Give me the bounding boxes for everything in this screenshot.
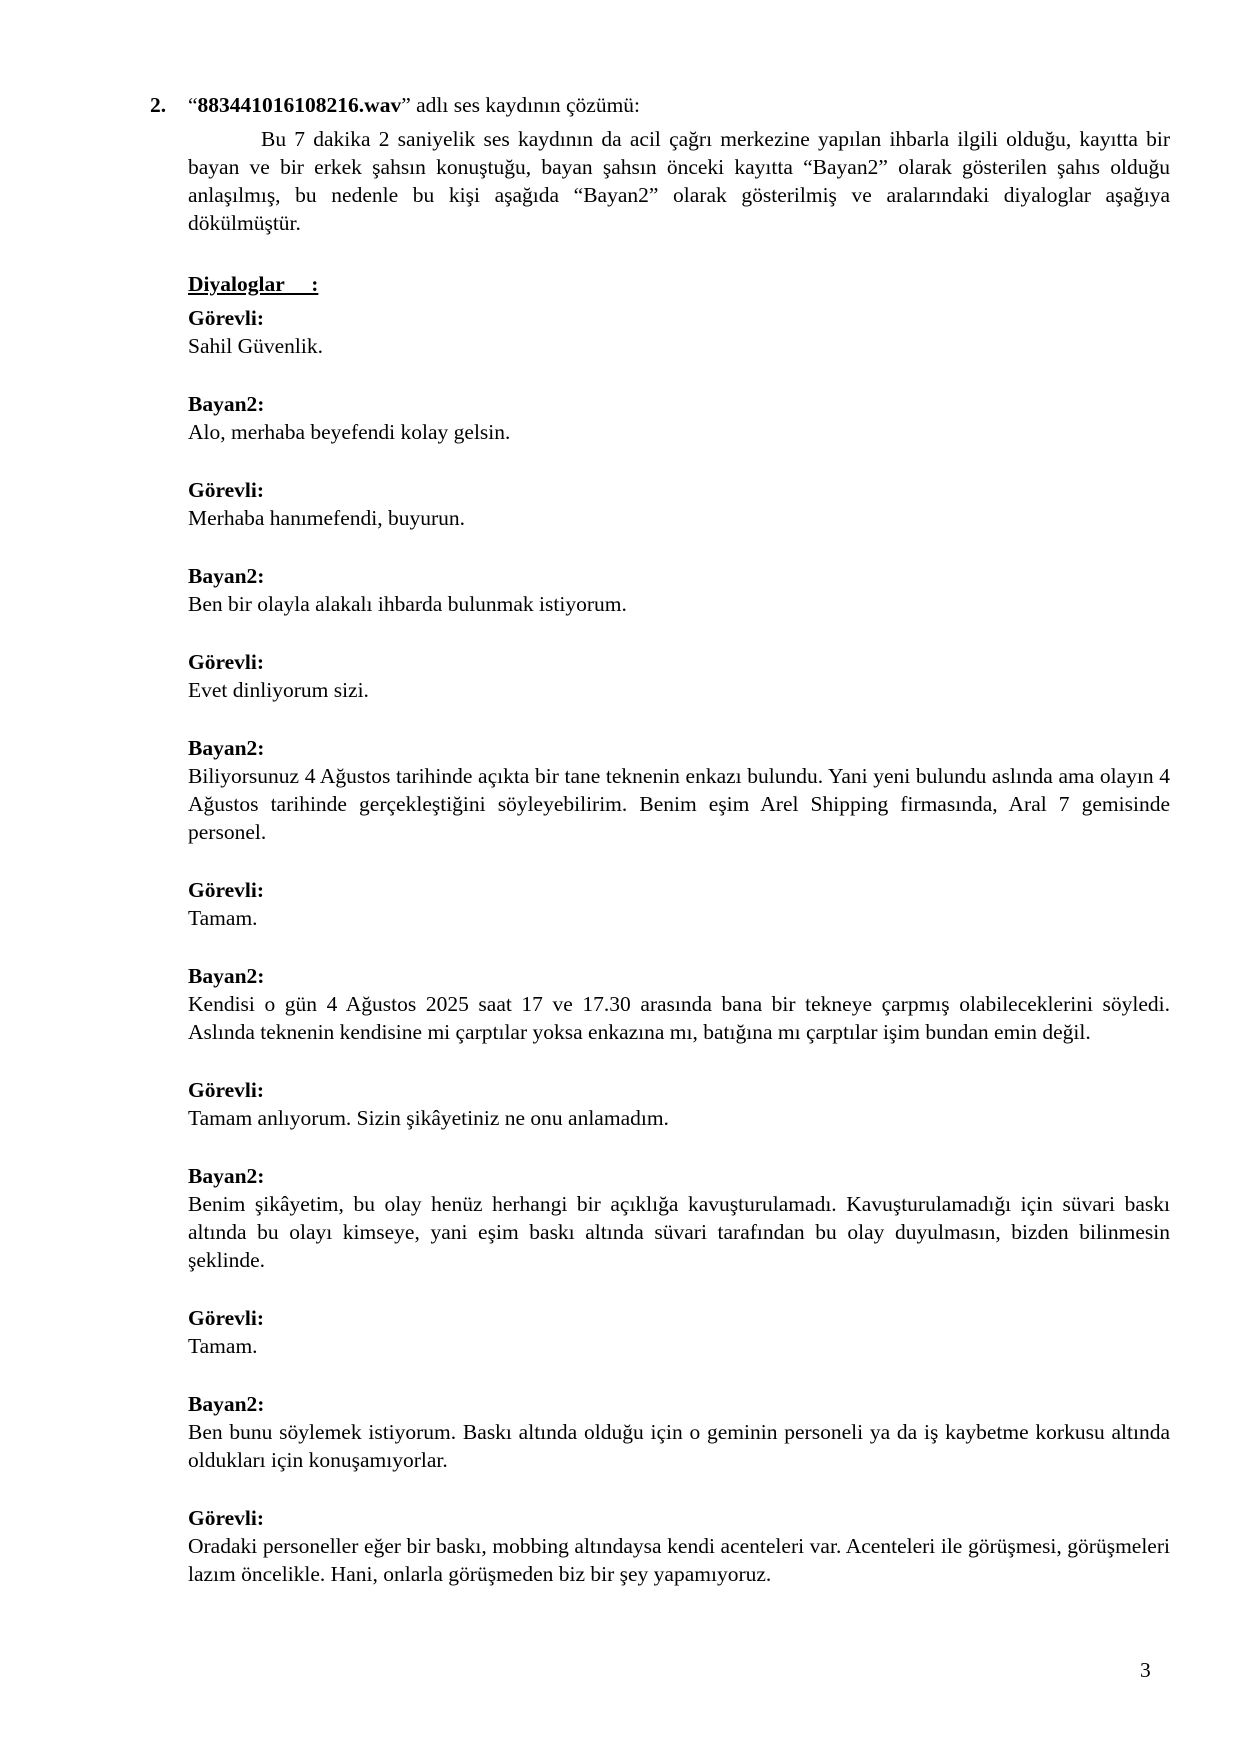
speaker-label: Görevli: bbox=[188, 650, 265, 674]
utterance: Ben bunu söylemek istiyorum. Baskı altında olduğu için o geminin personeli ya da iş kaybetme korkusu altında oldukları için konuşamıyorlar. bbox=[188, 1420, 1170, 1472]
page-number: 3 bbox=[1140, 1658, 1151, 1682]
speaker-label: Bayan2: bbox=[188, 392, 265, 416]
speaker-label: Görevli: bbox=[188, 306, 265, 330]
open-quote: “ bbox=[188, 93, 198, 117]
dialog-turn bbox=[188, 390, 1170, 446]
speaker-label: Görevli: bbox=[188, 1306, 265, 1330]
speaker-label: Bayan2: bbox=[188, 736, 265, 760]
utterance: Ben bir olayla alakalı ihbarda bulunmak istiyorum. bbox=[188, 592, 627, 616]
speaker-label: Görevli: bbox=[188, 1078, 265, 1102]
utterance: Sahil Güvenlik. bbox=[188, 334, 323, 358]
utterance: Alo, merhaba beyefendi kolay gelsin. bbox=[188, 420, 511, 444]
dialog-turn bbox=[188, 1504, 1170, 1588]
dialog-turn bbox=[188, 1076, 1170, 1132]
utterance: Oradaki personeller eğer bir baskı, mobbing altındaysa kendi acenteleri var. Acenteleri ile görüşmesi, görüşmeleri lazım öncelikle. Hani, onlarla görüşmeden biz bir şey yapamıyoruz. bbox=[188, 1534, 1170, 1586]
utterance: Biliyorsunuz 4 Ağustos tarihinde açıkta bir tane teknenin enkazı bulundu. Yani yeni bulundu aslında ama olayın 4 Ağustos tarihinde gerçekleştiğini söyleyebilirim. Benim eşim Arel Shipping firmasında, Aral 7 gemisinde personel. bbox=[188, 764, 1170, 844]
dialog-turn bbox=[188, 648, 1170, 704]
speaker-label: Bayan2: bbox=[188, 1164, 265, 1188]
utterance: Kendisi o gün 4 Ağustos 2025 saat 17 ve 17.30 arasında bana bir tekneye çarpmış olabileceklerini söyledi. Aslında teknenin kendisine mi çarptılar yoksa enkazına mı, batığına mı çarptılar işim bundan emin değil. bbox=[188, 992, 1170, 1044]
utterance: Tamam. bbox=[188, 906, 258, 930]
utterance: Merhaba hanımefendi, buyurun. bbox=[188, 506, 466, 530]
dialog-list bbox=[188, 304, 1170, 1618]
utterance: Benim şikâyetim, bu olay henüz herhangi bir açıklığa kavuşturulamadı. Kavuşturulamadığı için süvari baskı altında bu olayı kimseye, yani eşim baskı altında süvari tarafından bu olay duyulmasın, bizden bilinmesin şeklinde. bbox=[188, 1192, 1170, 1272]
dialog-turn bbox=[188, 876, 1170, 932]
dialog-turn bbox=[188, 476, 1170, 532]
utterance: Evet dinliyorum sizi. bbox=[188, 678, 369, 702]
speaker-label: Bayan2: bbox=[188, 564, 265, 588]
speaker-label: Görevli: bbox=[188, 1506, 265, 1530]
dialog-turn bbox=[188, 304, 1170, 360]
speaker-label: Bayan2: bbox=[188, 1392, 265, 1416]
section-heading bbox=[150, 91, 1170, 119]
audio-filename: 883441016108216.wav bbox=[197, 93, 402, 117]
section-number: 2. bbox=[150, 93, 167, 117]
dialog-turn bbox=[188, 1390, 1170, 1474]
dialog-turn bbox=[188, 962, 1170, 1046]
dialog-turn bbox=[188, 1162, 1170, 1274]
intro-paragraph: Bu 7 dakika 2 saniyelik ses kaydının da acil çağrı merkezine yapılan ihbarla ilgili olduğu, kayıtta bir bayan ve bir erkek şahsın konuştuğu, bayan şahsın önceki kayıtta “Bayan2” olarak gösterilen şahıs olduğu anlaşılmış, bu nedenle bu kişi aşağıda “Bayan2” olarak gösterilmiş ve aralarındaki diyaloglar aşağıya dökülmüştür. bbox=[188, 127, 1170, 235]
dialogs-title: Diyaloglar : bbox=[188, 272, 319, 296]
speaker-label: Bayan2: bbox=[188, 964, 265, 988]
utterance: Tamam anlıyorum. Sizin şikâyetiniz ne onu anlamadım. bbox=[188, 1106, 669, 1130]
dialog-turn bbox=[188, 562, 1170, 618]
dialog-turn bbox=[188, 734, 1170, 846]
section-title-rest: ” adlı ses kaydının çözümü: bbox=[401, 93, 641, 117]
speaker-label: Görevli: bbox=[188, 478, 265, 502]
dialog-turn bbox=[188, 1304, 1170, 1360]
speaker-label: Görevli: bbox=[188, 878, 265, 902]
utterance: Tamam. bbox=[188, 1334, 258, 1358]
